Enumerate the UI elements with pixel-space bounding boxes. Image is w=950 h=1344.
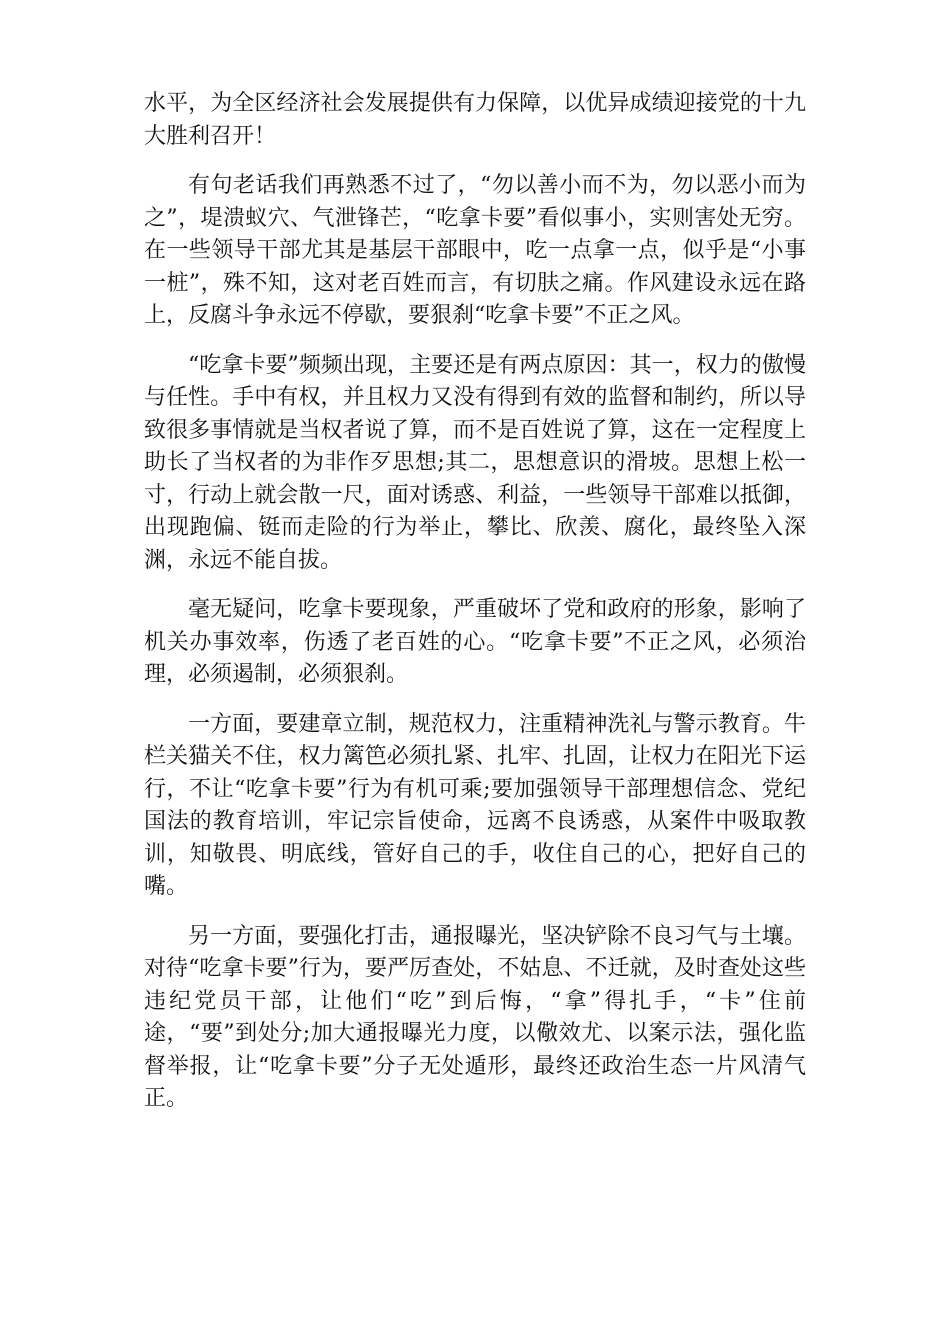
paragraph-first-measure: 一方面，要建章立制，规范权力，注重精神洗礼与警示教育。牛栏关猫关不住，权力篱笆必须扎紧、扎牢、扎固，让权力在阳光下运行，不让“吃拿卡要”行为有机可乘;要加强领导干部理想信念、党纪国法的教育培训，牢记宗旨使命，远离不良诱惑，从案件中吸取教训，知敬畏、明底线，管好自己的手，收住自己的心，把好自己的嘴。 [144, 711, 806, 899]
paragraph-continuation: 水平，为全区经济社会发展提供有力保障，以优异成绩迎接党的十九大胜利召开！ [144, 91, 806, 149]
paragraph-causes: “吃拿卡要”频频出现，主要还是有两点原因：其一，权力的傲慢与任性。手中有权，并且权力又没有得到有效的监督和制约，所以导致很多事情就是当权者说了算，而不是百姓说了算，这在一定程度上助长了当权者的为非作歹思想;其二，思想意识的滑坡。思想上松一寸，行动上就会散一尺，面对诱惑、利益，一些领导干部难以抵御，出现跑偏、铤而走险的行为举止，攀比、欣羡、腐化，最终坠入深渊，永远不能自拔。 [144, 352, 806, 573]
paragraph-second-measure: 另一方面，要强化打击，通报曝光，坚决铲除不良习气与土壤。对待“吃拿卡要”行为，要严厉查处，不姑息、不迁就，及时查处这些违纪党员干部，让他们“吃”到后悔，“拿”得扎手，“卡”住前途，“要”到处分;加大通报曝光力度，以儆效尤、以案示法，强化监督举报，让“吃拿卡要”分子无处遁形，最终还政治生态一片风清气正。 [144, 923, 806, 1111]
document-body [144, 88, 806, 1133]
paragraph-harm: 毫无疑问，吃拿卡要现象，严重破坏了党和政府的形象，影响了机关办事效率，伤透了老百姓的心。“吃拿卡要”不正之风，必须治理，必须遏制，必须狠刹。 [144, 597, 806, 687]
paragraph-old-saying: 有句老话我们再熟悉不过了，“勿以善小而不为，勿以恶小而为之”，堤溃蚁穴、气泄锋芒，“吃拿卡要”看似事小，实则害处无穷。在一些领导干部尤其是基层干部眼中，吃一点拿一点，似乎是“小事一桩”，殊不知，这对老百姓而言，有切肤之痛。作风建设永远在路上，反腐斗争永远不停歇，要狠刹“吃拿卡要”不正之风。 [144, 173, 806, 328]
